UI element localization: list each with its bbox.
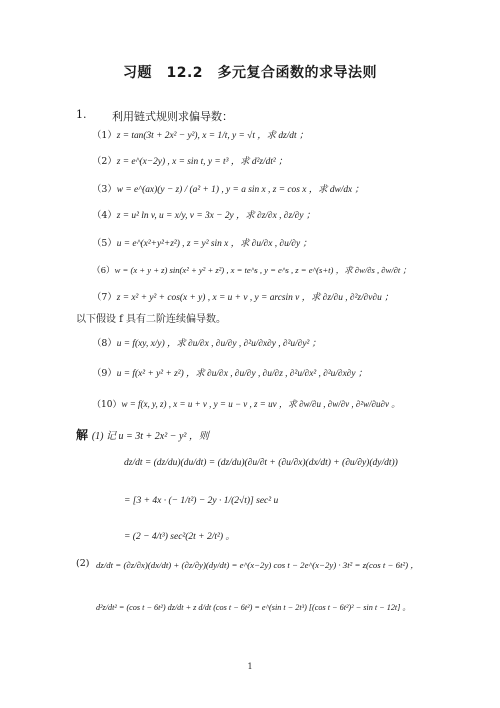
item-10	[92, 398, 400, 411]
item-label: （2）	[92, 156, 117, 167]
page-title: 习题 12.2 多元复合函数的求导法则	[122, 65, 378, 81]
item-label: （10）	[92, 400, 122, 410]
assumption-text: 以下假设 f 具有二阶连续偏导数。	[76, 314, 227, 325]
item-label: （7）	[92, 292, 117, 303]
item-text: z = tan(3t + 2x² − y²), x = 1/t, y = √t ，求 dz/dt ；	[116, 131, 309, 141]
item-4	[92, 210, 315, 222]
item-5	[92, 238, 312, 250]
item-label: （8）	[92, 338, 117, 349]
item-1	[92, 130, 308, 142]
problem-heading: 利用链式规则求偏导数：	[112, 110, 233, 123]
item-3	[92, 184, 364, 196]
item-text: u = f(x² + y² + z²) ，求 ∂u/∂x , ∂u/∂y , ∂u/∂z , ∂²u/∂x² , ∂²u/∂x∂y ；	[116, 369, 368, 379]
item-text: w = e^(ax)(y − z) / (a² + 1) , y = a sin x , z = cos x ，求 dw/dx ；	[116, 185, 364, 195]
item-8	[92, 338, 321, 350]
problem-number: 1.	[76, 108, 87, 121]
item-label: （1）	[92, 130, 117, 141]
item-6	[92, 264, 411, 277]
item-text: w = f(x, y, z) , x = u + v , y = u − v , z = uv ，求 ∂w/∂u , ∂w/∂v , ∂²w/∂u∂v 。	[121, 399, 401, 409]
item-label: （6）	[92, 266, 115, 276]
item-label: （9）	[92, 368, 117, 379]
item-text: w = (x + y + z) sin(x² + y² + z²) , x = te^s , y = e^s , z = e^(s+t) ，求 ∂w/∂s , ∂w/∂t ；	[114, 265, 412, 275]
page-number: 1	[247, 662, 253, 671]
item-label: （3）	[92, 184, 117, 195]
item-text: z = u² ln v, u = x/y, v = 3x − 2y ，求 ∂z/∂x , ∂z/∂y ；	[116, 211, 316, 221]
item-2	[92, 156, 287, 168]
solution-label: 解	[76, 428, 89, 442]
solution-heading	[76, 426, 209, 443]
equation-4: dz/dt = (∂z/∂x)(dx/dt) + (∂z/∂y)(dy/dt) = e^(x−2y) cos t − 2e^(x−2y) · 3t² = z(cos t − 6t²) ，	[96, 560, 420, 570]
item-label: （4）	[92, 210, 117, 221]
solution-intro: (1) 记 u = 3t + 2x² − y² ，则	[91, 431, 209, 442]
item-text: u = f(xy, x/y) ，求 ∂u/∂x , ∂u/∂y , ∂²u/∂x∂y , ∂²u/∂y² ；	[116, 339, 322, 349]
equation-2: = [3 + 4x · (− 1/t²) − 2y · 1/(2√t)] sec² u	[124, 496, 279, 506]
item-7	[92, 292, 394, 304]
part-2-label: (2)	[76, 558, 90, 569]
item-text: u = e^(x²+y²+z²) , z = y² sin x ，求 ∂u/∂x , ∂u/∂y ；	[116, 239, 312, 249]
equation-1: dz/dt = (dz/du)(du/dt) = (dz/du)(∂u/∂t + (∂u/∂x)(dx/dt) + (∂u/∂y)(dy/dt))	[124, 458, 398, 468]
item-label: （5）	[92, 238, 117, 249]
equation-5: d²z/dt² = (cos t − 6t²) dz/dt + z d/dt (cos t − 6t²) = e^(sin t − 2t³) [(cos t − 6t²)² − sin t − 12t] 。	[96, 603, 411, 612]
equation-3: = (2 − 4/t³) sec²(2t + 2/t²) 。	[124, 532, 235, 542]
item-text: z = e^(x−2y) , x = sin t, y = t³ ，求 d²z/dt² ；	[116, 157, 288, 167]
item-9	[92, 368, 367, 380]
item-text: z = x² + y² + cos(x + y) , x = u + v , y = arcsin v ，求 ∂z/∂u , ∂²z/∂v∂u ；	[116, 293, 394, 303]
